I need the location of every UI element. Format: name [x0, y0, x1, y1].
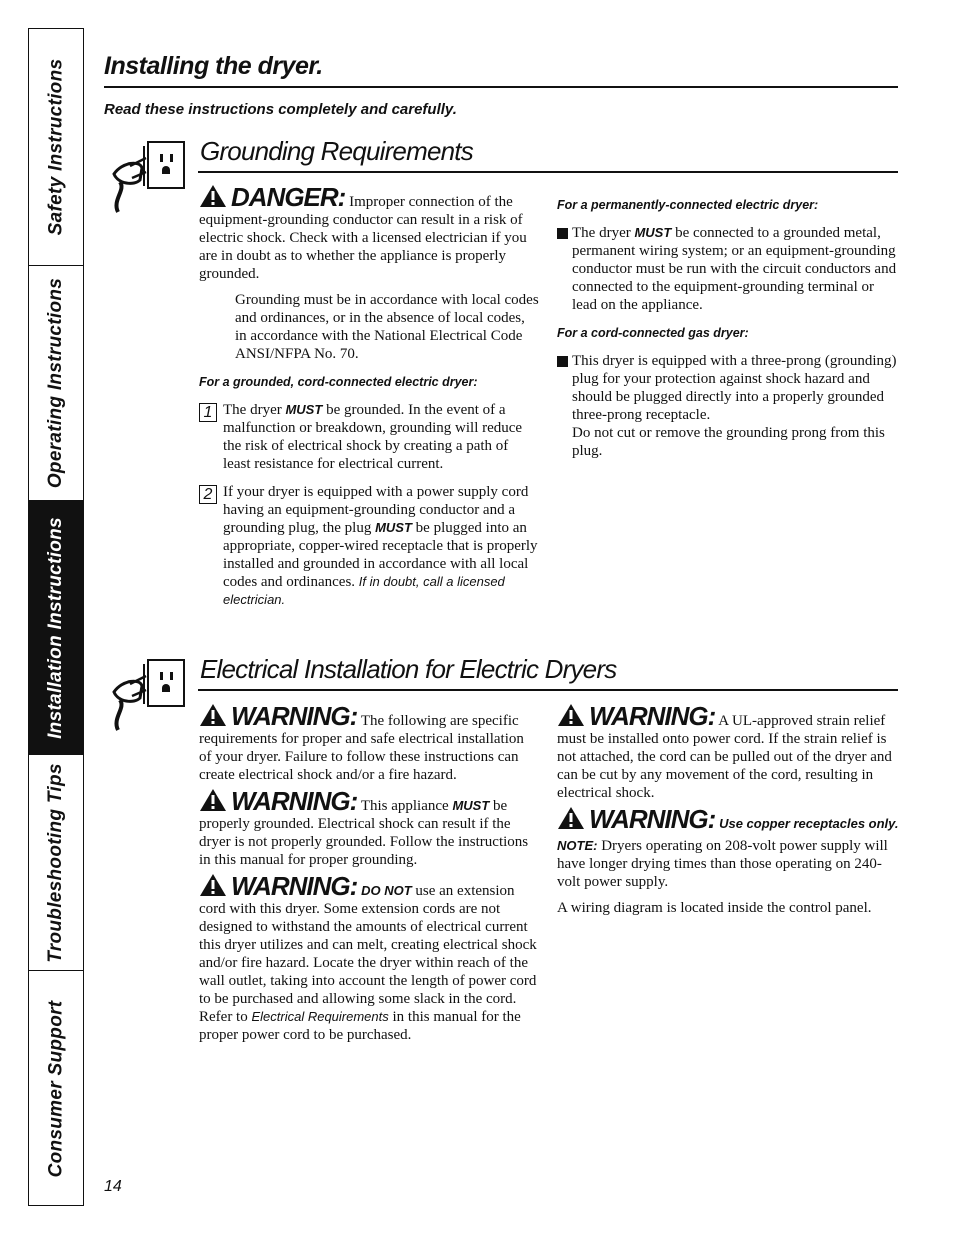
grounding-left-column [199, 184, 539, 619]
warning-block-3 [199, 873, 539, 1044]
warning-block-1 [199, 703, 539, 784]
must-emphasis: MUST [452, 798, 490, 813]
note-block [557, 837, 899, 891]
cord-connected-subhead: For a grounded, cord-connected electric dryer: [199, 375, 478, 389]
danger-block [199, 184, 539, 283]
gas-subhead: For a cord-connected gas dryer: [557, 326, 749, 340]
electrical-right-column [557, 703, 899, 925]
tab-troubleshooting-tips[interactable]: Troubleshooting Tips [29, 755, 83, 971]
electrician-note: If in doubt, call a licensed electrician. [223, 574, 505, 607]
must-emphasis: MUST [375, 520, 412, 535]
tab-safety-instructions[interactable]: Safety Instructions [29, 29, 83, 266]
plug-outlet-icon [104, 656, 190, 734]
danger-label: DANGER: [231, 182, 346, 212]
warning-triangle-icon [199, 184, 227, 208]
warning-5-text: Use copper receptacles only. [719, 816, 899, 831]
tab-consumer-support[interactable]: Consumer Support [45, 1000, 67, 1178]
title-divider [104, 86, 898, 88]
item-number-badge: 2 [199, 485, 217, 504]
side-tab-bar [28, 28, 84, 1206]
warning-block-2 [199, 788, 539, 869]
numbered-item-2 [199, 483, 539, 609]
electrical-left-column [199, 703, 539, 1052]
warning-2-text-cont: be properly grounded. Electrical shock can result if the dryer is not properly grounded. Follow the instructions in this manual for proper grounding. [199, 798, 529, 868]
warning-label: WARNING: [231, 786, 358, 816]
grounding-right-column [557, 190, 899, 468]
square-bullet-icon [557, 356, 568, 367]
danger-text: Improper connection of the equipment-grounding conductor can result in a risk of electric shock. Check with a licensed electrician if you are in doubt as to whether the appliance is properly grounded. [199, 194, 527, 282]
electrical-divider [198, 689, 898, 691]
numbered-item-1 [199, 401, 539, 473]
gas-text: This dryer is equipped with a three-prong (grounding) plug for your protection against shock hazard and should be plugged directly into a properly grounded three-prong receptacle. [572, 353, 897, 423]
warning-triangle-icon [199, 703, 227, 727]
item1-text-cont: be grounded. In the event of a malfunction or breakdown, grounding will reduce the risk of electrical shock by creating a path of least resistance for electrical current. [223, 402, 523, 472]
must-emphasis: MUST [634, 225, 672, 240]
item2-text-cont: be plugged into an appropriate, copper-wired receptacle that is properly installed and grounded in accordance with all local codes and ordinances. [223, 520, 538, 590]
warning-triangle-icon [557, 703, 585, 727]
wiring-diagram-text: A wiring diagram is located inside the control panel. [557, 900, 872, 916]
must-emphasis: MUST [285, 402, 323, 417]
grounding-divider [198, 171, 898, 173]
permanent-text-cont: be connected to a grounded metal, permanent wiring system; or an equipment-grounding conductor must be run with the circuit conductors and connected to the equipment-grounding terminal or lead on the appliance. [572, 225, 897, 313]
intro-text: Read these instructions completely and carefully. [104, 101, 457, 118]
item-number-badge: 1 [199, 403, 217, 422]
grounding-codes-text: Grounding must be in accordance with local codes and ordinances, or in the absence of local codes, in accordance with the National Electrical Code ANSI/NFPA No. 70. [235, 292, 539, 362]
warning-4-text: A UL-approved strain relief must be installed onto power cord. If the strain relief is not attached, the cord can be pulled out of the dryer and can be cut by any movement of the cord, resulting in electrical shock. [557, 713, 892, 801]
warning-triangle-icon [199, 873, 227, 897]
warning-label: WARNING: [589, 701, 716, 731]
warning-label: WARNING: [589, 804, 716, 834]
note-label: NOTE: [557, 838, 598, 853]
warning-3-text-cont: in this manual for the proper power cord to be purchased. [199, 1009, 521, 1043]
warning-label: WARNING: [231, 701, 358, 731]
tab-operating-instructions[interactable]: Operating Instructions [29, 266, 83, 501]
permanent-text: The dryer [572, 225, 635, 241]
electrical-requirements-ref: Electrical Requirements [251, 1009, 389, 1024]
permanent-bullet [557, 224, 899, 314]
note-text: Dryers operating on 208-volt power supply will have longer drying times than those operating on 240-volt power supply. [557, 838, 888, 890]
warning-1-text: The following are specific requirements for proper and safe electrical installation of your dryer. Failure to follow these instructions can create electrical shock and/or a fire hazard. [199, 713, 524, 783]
plug-outlet-icon [104, 138, 190, 216]
page-number: 14 [104, 1178, 122, 1195]
warning-triangle-icon [199, 788, 227, 812]
warning-block-5 [557, 806, 899, 833]
do-not-emphasis: DO NOT [361, 883, 412, 898]
item2-text: If your dryer is equipped with a power supply cord having an equipment-grounding conductor and a grounding plug, the plug [223, 484, 529, 536]
gas-bullet [557, 352, 899, 460]
square-bullet-icon [557, 228, 568, 239]
warning-label: WARNING: [231, 871, 358, 901]
item1-text: The dryer [223, 402, 286, 418]
permanent-subhead: For a permanently-connected electric dryer: [557, 198, 819, 212]
tab-installation-instructions[interactable]: Installation Instructions [29, 501, 83, 755]
warning-block-4 [557, 703, 899, 802]
grounding-heading: Grounding Requirements [200, 136, 473, 166]
electrical-heading: Electrical Installation for Electric Dryers [200, 654, 617, 684]
gas-text-cont: Do not cut or remove the grounding prong from this plug. [572, 425, 885, 459]
page-title: Installing the dryer. [104, 52, 323, 80]
warning-2-text: This appliance [360, 798, 453, 814]
warning-triangle-icon [557, 806, 585, 830]
warning-3-text: use an extension cord with this dryer. Some extension cords are not designed to withstand the amounts of electrical current this dryer utilizes and can melt, creating electrical shock and/or fire hazard. Locate the dryer within reach of the wall outlet, taking into account the length of power cord to be purchased and allowing some slack in the cord. Refer to [199, 883, 537, 1025]
